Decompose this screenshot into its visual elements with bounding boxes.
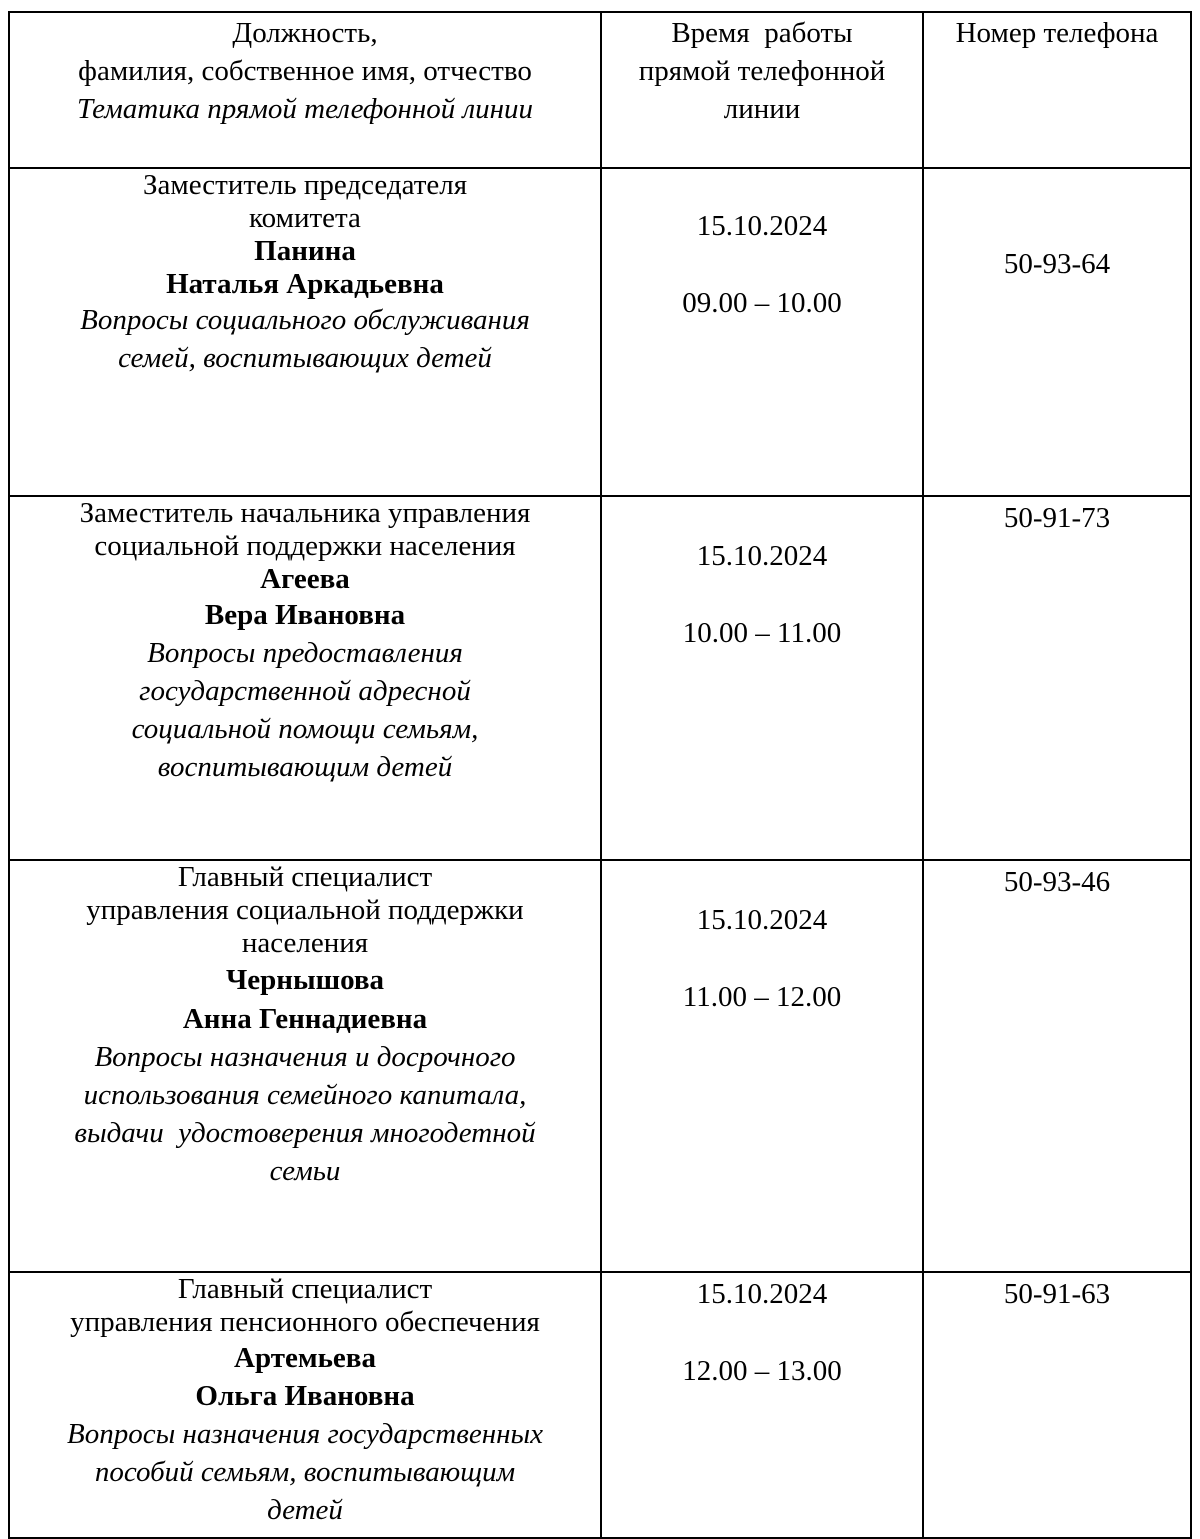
hotline-date: 15.10.2024 [696, 904, 828, 936]
official-position: населения [241, 927, 369, 959]
official-position: управления пенсионного обеспечения [70, 1306, 540, 1338]
official-position: комитета [249, 202, 361, 234]
hotline-topic: семьи [269, 1155, 341, 1187]
official-name: Ольга Ивановна [195, 1380, 415, 1412]
official-surname: Агеева [260, 563, 350, 595]
hotline-date: 15.10.2024 [696, 210, 828, 242]
official-name: Анна Геннадиевна [182, 1003, 428, 1035]
hotline-time: 11.00 – 12.00 [682, 981, 842, 1013]
header-time-label-1: Время работы [671, 17, 853, 49]
phone-cell [923, 1272, 1191, 1538]
phone-cell [923, 168, 1191, 496]
header-time-cell [601, 12, 923, 168]
hotline-topic: Вопросы назначения государственных [66, 1418, 543, 1450]
header-phone-cell [923, 12, 1191, 168]
official-cell [9, 496, 601, 860]
table-row [9, 168, 1191, 496]
official-cell [9, 860, 601, 1272]
header-position-label: Должность, [232, 17, 378, 49]
official-cell [9, 1272, 601, 1538]
phone-cell [923, 496, 1191, 860]
official-position: Заместитель председателя [142, 169, 468, 201]
official-cell [9, 168, 601, 496]
header-phone-label: Номер телефона [955, 17, 1159, 49]
official-position: Заместитель начальника управления [79, 497, 531, 529]
official-position: социальной поддержки населения [94, 530, 516, 562]
hotline-topic: использования семейного капитала, [83, 1079, 527, 1111]
hotline-time: 10.00 – 11.00 [682, 617, 842, 649]
header-topic-label: Тематика прямой телефонной линии [77, 93, 533, 125]
hotline-topic: государственной адресной [139, 675, 471, 707]
hotline-topic: Вопросы назначения и досрочного [94, 1041, 516, 1073]
time-cell [601, 1272, 923, 1538]
phone-number: 50-91-63 [1003, 1278, 1111, 1310]
official-surname: Панина [254, 235, 356, 267]
official-name: Вера Ивановна [204, 599, 406, 631]
header-time-label-3: линии [723, 93, 801, 125]
hotline-date: 15.10.2024 [696, 1278, 828, 1310]
table-row [9, 1272, 1191, 1538]
phone-number: 50-91-73 [1003, 502, 1111, 534]
hotline-date: 15.10.2024 [696, 540, 828, 572]
time-cell [601, 168, 923, 496]
hotline-schedule-table [8, 11, 1192, 1539]
hotline-topic: детей [267, 1494, 343, 1526]
phone-number: 50-93-64 [1003, 248, 1111, 280]
header-fio-label: фамилия, собственное имя, отчество [78, 55, 532, 87]
official-surname: Артемьева [234, 1342, 376, 1374]
time-cell [601, 496, 923, 860]
hotline-topic: Вопросы предоставления [147, 637, 463, 669]
official-position: Главный специалист [177, 1273, 433, 1305]
phone-cell [923, 860, 1191, 1272]
phone-number: 50-93-46 [1003, 866, 1111, 898]
table-header-row [9, 12, 1191, 168]
hotline-topic: социальной помощи семьям, [131, 713, 479, 745]
time-cell [601, 860, 923, 1272]
hotline-topic: пособий семьям, воспитывающим [94, 1456, 516, 1488]
hotline-topic: воспитывающим детей [157, 751, 453, 783]
table-row [9, 860, 1191, 1272]
header-position-cell [9, 12, 601, 168]
hotline-time: 12.00 – 13.00 [682, 1355, 842, 1387]
header-time-label-2: прямой телефонной [638, 55, 886, 87]
official-position: Главный специалист [177, 861, 433, 893]
hotline-time: 09.00 – 10.00 [682, 287, 842, 319]
table-row [9, 496, 1191, 860]
official-surname: Чернышова [225, 964, 385, 996]
hotline-topic: выдачи удостоверения многодетной [74, 1117, 536, 1149]
hotline-topic: семей, воспитывающих детей [118, 342, 492, 374]
hotline-topic: Вопросы социального обслуживания [80, 304, 530, 336]
official-position: управления социальной поддержки [86, 894, 524, 926]
official-name: Наталья Аркадьевна [166, 268, 444, 300]
